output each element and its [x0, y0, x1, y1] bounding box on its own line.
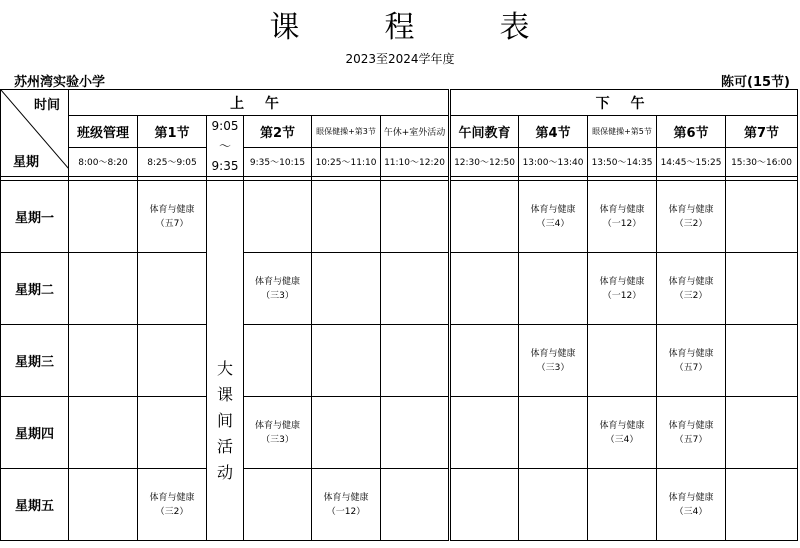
- class-cell: 体育与健康 （三2）: [657, 253, 726, 325]
- class-cell: [726, 181, 798, 253]
- class-cell: [138, 397, 207, 469]
- class-cell: [519, 469, 588, 541]
- class-cell: [381, 181, 450, 253]
- break-time-start: 9:05: [211, 119, 239, 133]
- school-name: 苏州湾实验小学: [14, 75, 106, 90]
- time-homeroom: 8:00～8:20: [69, 147, 138, 176]
- corner-header: [1, 90, 69, 177]
- title-char: 程: [384, 10, 416, 45]
- time-noon-education: 12:30～12:50: [450, 147, 519, 176]
- class-cell: [726, 253, 798, 325]
- class-cell: [381, 325, 450, 397]
- table-row: [1, 253, 798, 325]
- class-cell: [588, 469, 657, 541]
- class-cell: [450, 181, 519, 253]
- period-eye-exercise-3: 眼保健操+第3节: [312, 116, 381, 148]
- day-name: 星期四: [1, 397, 69, 469]
- period-4: 第4节: [519, 116, 588, 148]
- class-cell: [450, 469, 519, 541]
- class-cell: 体育与健康 （三4）: [519, 181, 588, 253]
- break-time-header: [207, 116, 244, 177]
- time-period-2: 9:35～10:15: [244, 147, 312, 176]
- class-cell: [69, 397, 138, 469]
- class-cell: 体育与健康 （三3）: [244, 253, 312, 325]
- class-cell: 体育与健康 （五7）: [657, 397, 726, 469]
- title-char: 表: [499, 10, 531, 45]
- table-row: [1, 325, 798, 397]
- table-row: [1, 469, 798, 541]
- class-cell: [519, 253, 588, 325]
- big-break-char: 间: [216, 410, 233, 430]
- class-cell: [69, 253, 138, 325]
- class-cell: [381, 469, 450, 541]
- class-cell: 体育与健康 （五7）: [657, 325, 726, 397]
- day-name: 星期二: [1, 253, 69, 325]
- day-name: 星期三: [1, 325, 69, 397]
- class-cell: [69, 469, 138, 541]
- period-7: 第7节: [726, 116, 798, 148]
- class-cell: 体育与健康 （三4）: [657, 469, 726, 541]
- corner-day-label: 星期: [13, 155, 40, 170]
- time-eye-exercise-5: 13:50～14:35: [588, 147, 657, 176]
- time-rest-outdoor: 11:10～12:20: [381, 147, 450, 176]
- period-noon-education: 午间教育: [450, 116, 519, 148]
- class-cell: 体育与健康 （三2）: [138, 469, 207, 541]
- big-break-activity: [207, 181, 244, 541]
- period-6: 第6节: [657, 116, 726, 148]
- morning-header: 上 午: [69, 90, 450, 116]
- title-char: 课: [269, 10, 301, 45]
- class-cell: [588, 325, 657, 397]
- class-cell: [381, 397, 450, 469]
- break-time-end: 9:35: [211, 159, 239, 173]
- class-cell: 体育与健康 （一12）: [588, 181, 657, 253]
- page-title: [0, 2, 800, 46]
- class-cell: [450, 397, 519, 469]
- class-cell: [244, 469, 312, 541]
- class-cell: [726, 469, 798, 541]
- period-rest-outdoor: 午休+室外活动: [381, 116, 450, 148]
- period-2: 第2节: [244, 116, 312, 148]
- table-row: [1, 397, 798, 469]
- day-name: 星期五: [1, 469, 69, 541]
- class-cell: [312, 253, 381, 325]
- class-cell: [519, 397, 588, 469]
- class-cell: [726, 325, 798, 397]
- period-homeroom: 班级管理: [69, 116, 138, 148]
- big-break-char: 动: [216, 462, 233, 482]
- time-period-6: 14:45～15:25: [657, 147, 726, 176]
- period-eye-exercise-5: 眼保健操+第5节: [588, 116, 657, 148]
- time-period-4: 13:00～13:40: [519, 147, 588, 176]
- time-eye-exercise-3: 10:25～11:10: [312, 147, 381, 176]
- corner-time-label: 时间: [33, 98, 60, 113]
- class-cell: [244, 181, 312, 253]
- class-cell: 体育与健康 （三4）: [588, 397, 657, 469]
- class-cell: [381, 253, 450, 325]
- time-period-1: 8:25～9:05: [138, 147, 207, 176]
- big-break-char: 课: [216, 384, 233, 404]
- break-time-tilde: ～: [218, 139, 231, 153]
- school-year: 2023至2024学年度: [345, 52, 455, 66]
- class-cell: [244, 325, 312, 397]
- class-cell: 体育与健康 （三3）: [519, 325, 588, 397]
- class-cell: [450, 253, 519, 325]
- period-1: 第1节: [138, 116, 207, 148]
- class-cell: [312, 397, 381, 469]
- big-break-char: 活: [216, 436, 233, 456]
- class-cell: [312, 325, 381, 397]
- class-cell: [138, 253, 207, 325]
- class-cell: [450, 325, 519, 397]
- day-name: 星期一: [1, 181, 69, 253]
- class-cell: 体育与健康 （五7）: [138, 181, 207, 253]
- class-cell: 体育与健康 （一12）: [312, 469, 381, 541]
- class-cell: [138, 325, 207, 397]
- teacher-name: 陈可(15节): [721, 75, 790, 90]
- time-period-7: 15:30～16:00: [726, 147, 798, 176]
- class-cell: 体育与健康 （三2）: [657, 181, 726, 253]
- class-cell: [312, 181, 381, 253]
- class-cell: [726, 397, 798, 469]
- table-row: [1, 181, 798, 253]
- class-cell: 体育与健康 （一12）: [588, 253, 657, 325]
- afternoon-header: 下 午: [450, 90, 798, 116]
- class-cell: [69, 181, 138, 253]
- class-cell: 体育与健康 （三3）: [244, 397, 312, 469]
- class-cell: [69, 325, 138, 397]
- big-break-char: 大: [216, 358, 233, 378]
- timetable: [0, 89, 798, 541]
